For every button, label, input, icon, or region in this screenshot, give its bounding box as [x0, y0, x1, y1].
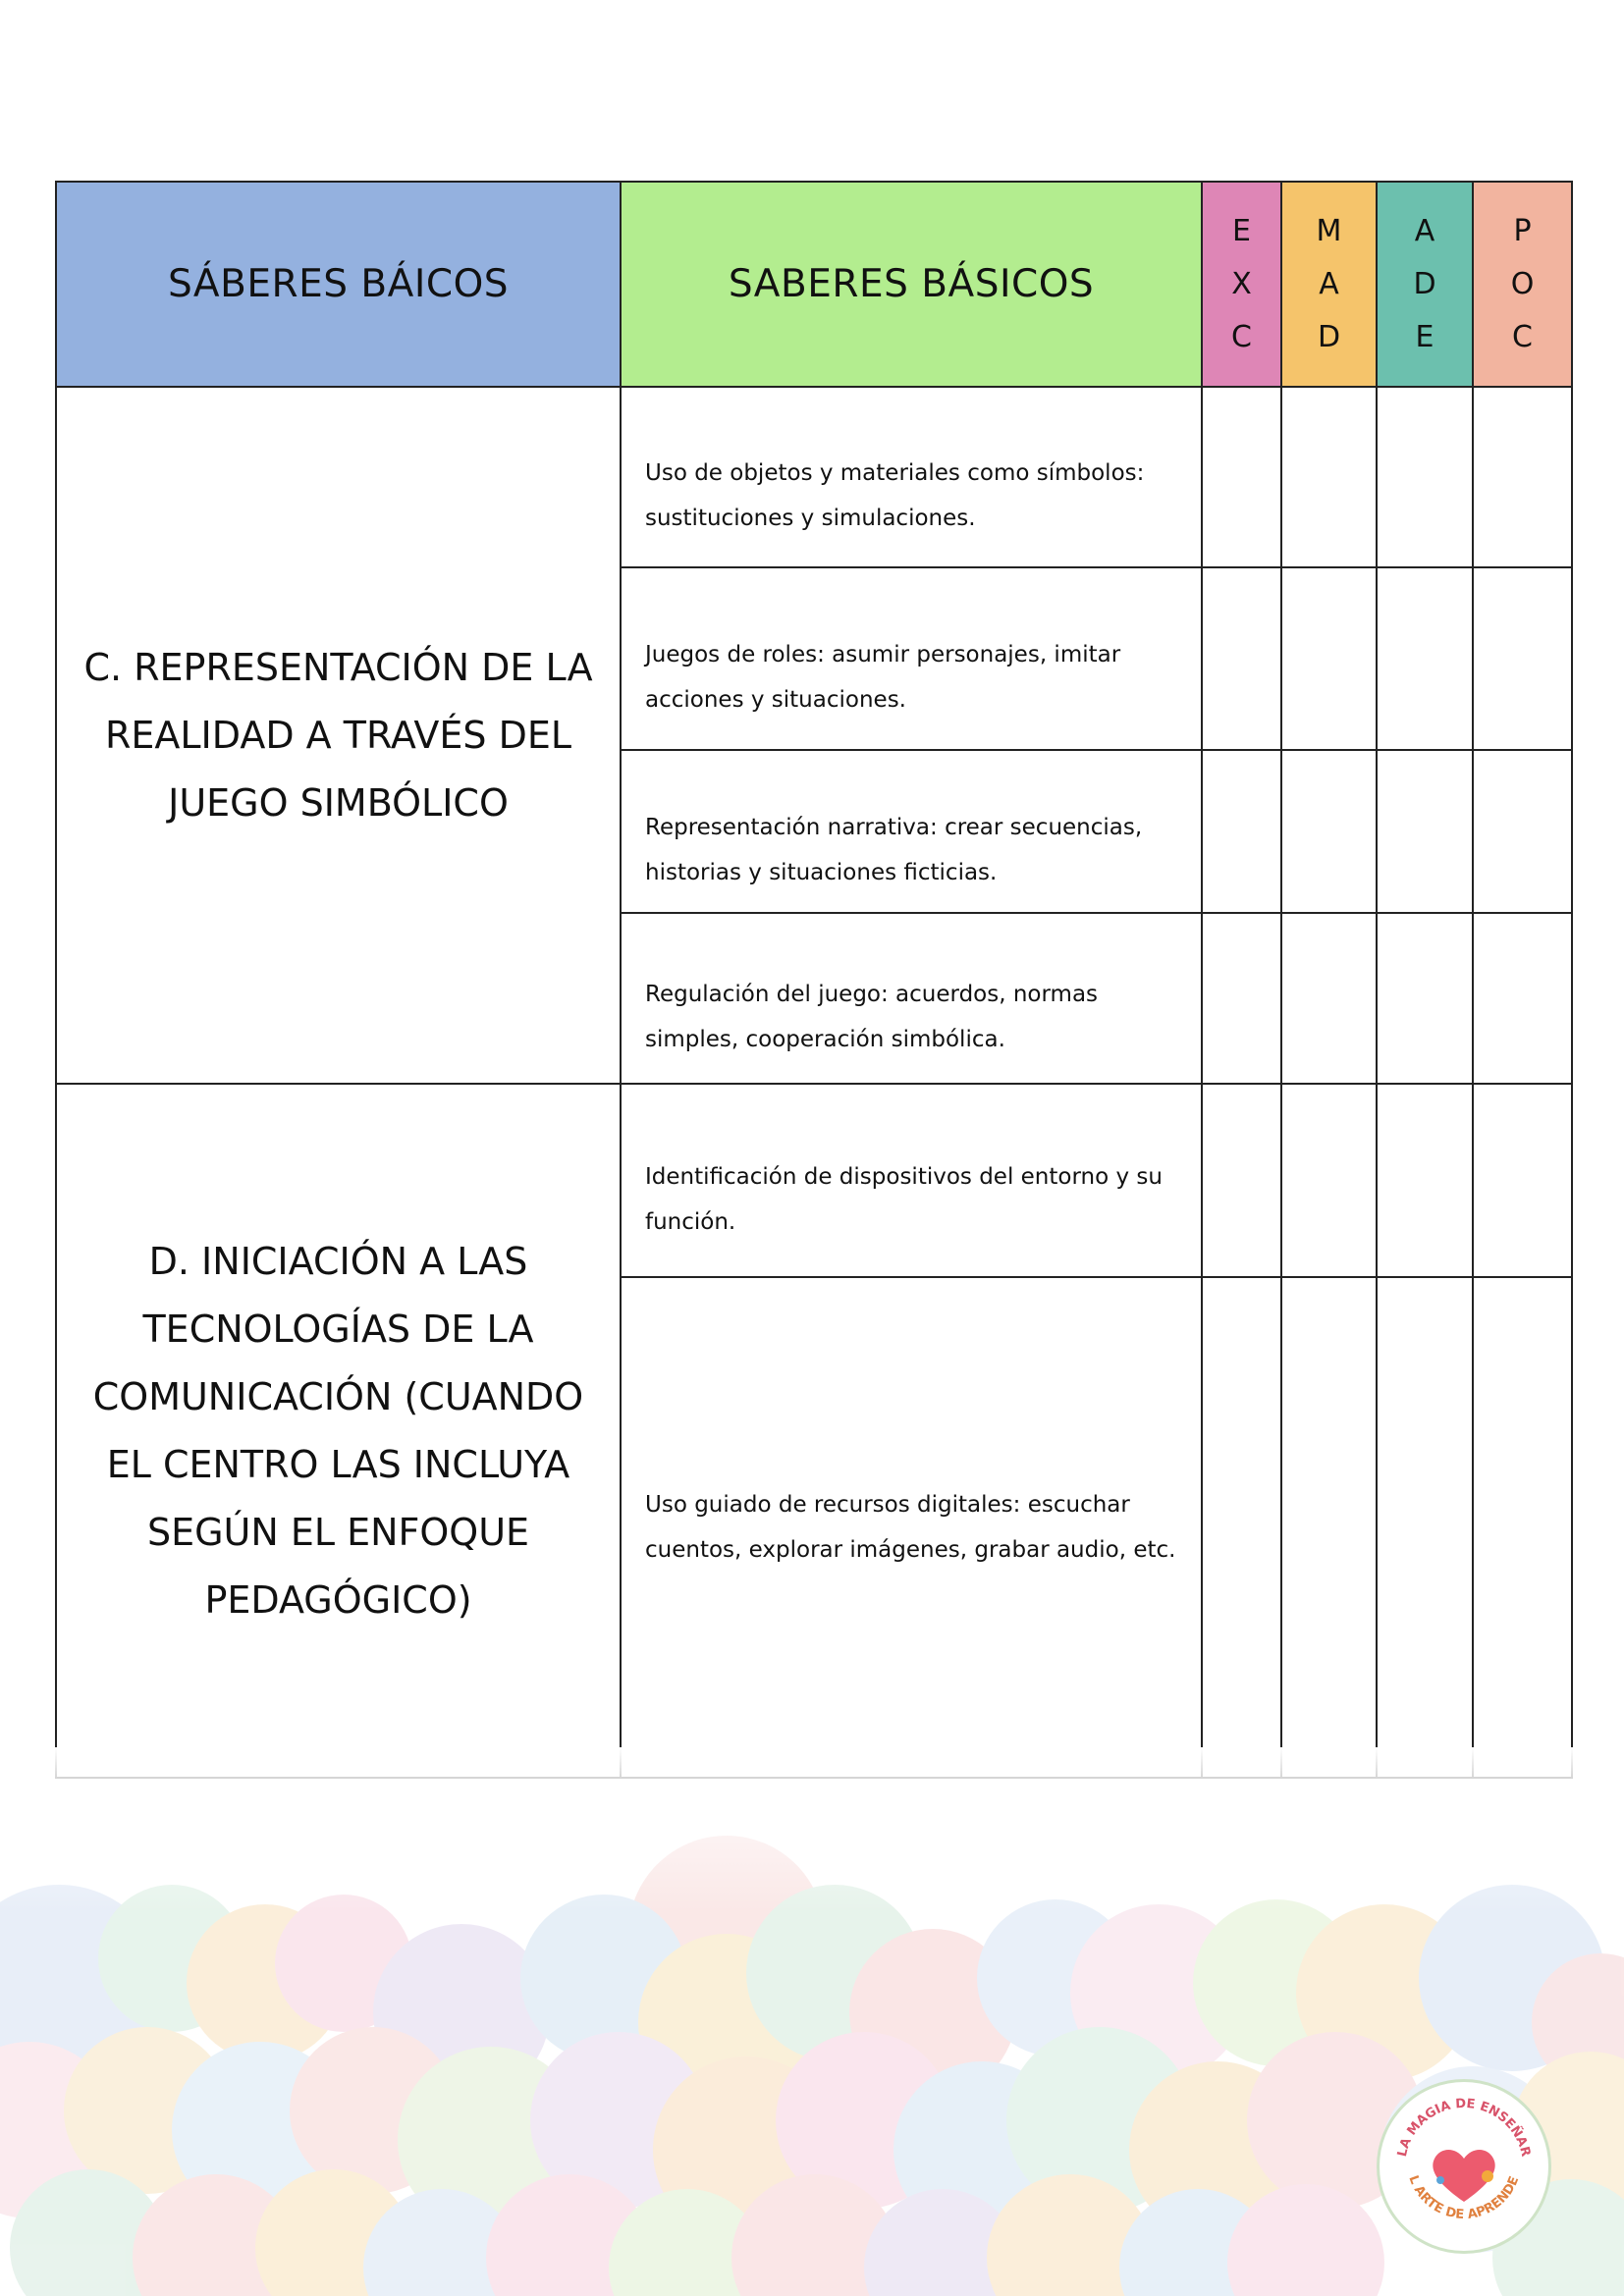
- item-text: Regulación del juego: acuerdos, normas simples, cooperación simbólica.: [645, 982, 1099, 1052]
- rating-cell-ade[interactable]: [1377, 750, 1473, 913]
- header-area: [56, 182, 621, 387]
- header-ade-letter: E: [1415, 319, 1435, 354]
- rating-cell-mad[interactable]: [1281, 913, 1377, 1084]
- section-d-title-cell: [56, 1084, 621, 1778]
- rating-cell-mad[interactable]: [1281, 567, 1377, 750]
- header-poc: [1473, 182, 1572, 387]
- logo-bottom-text: L ARTE DE APRENDE: [1405, 2173, 1523, 2223]
- svg-text:LA MAGIA DE ENSEÑAR: [1395, 2097, 1533, 2159]
- rating-cell-ade[interactable]: [1377, 1084, 1473, 1277]
- rating-cell-exc[interactable]: [1202, 387, 1281, 567]
- rating-cell-exc[interactable]: [1202, 1084, 1281, 1277]
- item-cell: [621, 750, 1202, 913]
- header-exc-letter: C: [1231, 319, 1252, 354]
- header-exc-letter: E: [1232, 213, 1251, 248]
- rating-cell-poc[interactable]: [1473, 750, 1572, 913]
- header-ade-letter: D: [1413, 266, 1436, 301]
- rating-cell-ade[interactable]: [1377, 1277, 1473, 1778]
- rating-cell-exc[interactable]: [1202, 1277, 1281, 1778]
- header-exc: [1202, 182, 1281, 387]
- logo-emblem: [1380, 2082, 1548, 2251]
- header-ade: [1377, 182, 1473, 387]
- logo-top-text: LA MAGIA DE ENSEÑAR: [1394, 2096, 1534, 2159]
- item-cell: [621, 1084, 1202, 1277]
- rating-cell-mad[interactable]: [1281, 1277, 1377, 1778]
- rating-cell-exc[interactable]: [1202, 913, 1281, 1084]
- rating-cell-poc[interactable]: [1473, 387, 1572, 567]
- rating-cell-mad[interactable]: [1281, 387, 1377, 567]
- item-text: Juegos de roles: asumir personajes, imitar acciones y situaciones.: [645, 642, 1121, 713]
- rating-cell-mad[interactable]: [1281, 750, 1377, 913]
- table-row: [56, 1084, 1572, 1277]
- item-text: Uso guiado de recursos digitales: escuchar cuentos, explorar imágenes, grabar audio, etc.: [645, 1492, 1176, 1563]
- rating-cell-exc[interactable]: [1202, 750, 1281, 913]
- item-text: Identificación de dispositivos del entorno y su función.: [645, 1163, 1163, 1235]
- item-text: Representación narrativa: crear secuencias, historias y situaciones ficticias.: [645, 815, 1143, 885]
- rating-cell-poc[interactable]: [1473, 913, 1572, 1084]
- header-ade-letter: A: [1414, 213, 1435, 248]
- table-row: [56, 387, 1572, 567]
- header-poc-letter: O: [1510, 266, 1535, 301]
- header-saberes-label: SABERES BÁSICOS: [728, 262, 1095, 306]
- item-cell: [621, 567, 1202, 750]
- item-cell: [621, 913, 1202, 1084]
- rating-cell-poc[interactable]: [1473, 1277, 1572, 1778]
- header-mad-letter: M: [1316, 213, 1342, 248]
- header-row: [56, 182, 1572, 387]
- section-c-title-cell: [56, 387, 621, 1084]
- header-saberes: [621, 182, 1202, 387]
- evaluation-table: [55, 181, 1573, 1779]
- rating-cell-ade[interactable]: [1377, 913, 1473, 1084]
- header-mad-letter: D: [1317, 319, 1341, 354]
- item-text: Uso de objetos y materiales como símbolos: sustituciones y simulaciones.: [645, 460, 1145, 531]
- section-title: C. REPRESENTACIÓN DE LA REALIDAD A TRAVÉS DEL JUEGO SIMBÓLICO: [83, 645, 593, 825]
- item-cell: [621, 387, 1202, 567]
- rating-cell-exc[interactable]: [1202, 567, 1281, 750]
- header-mad-letter: A: [1319, 266, 1339, 301]
- header-exc-letter: X: [1231, 266, 1252, 301]
- header-area-label: SÁBERES BÁICOS: [167, 262, 510, 306]
- logo: [1377, 2079, 1551, 2254]
- header-mad: [1281, 182, 1377, 387]
- rating-cell-ade[interactable]: [1377, 387, 1473, 567]
- item-cell: [621, 1277, 1202, 1778]
- rating-cell-mad[interactable]: [1281, 1084, 1377, 1277]
- rating-cell-poc[interactable]: [1473, 567, 1572, 750]
- header-poc-letter: P: [1513, 213, 1532, 248]
- rating-cell-ade[interactable]: [1377, 567, 1473, 750]
- section-title: D. INICIACIÓN A LAS TECNOLOGÍAS DE LA COMUNICACIÓN (CUANDO EL CENTRO LAS INCLUYA SEGÚN EL ENFOQUE PEDAGÓGICO): [92, 1239, 584, 1622]
- header-poc-letter: C: [1512, 319, 1533, 354]
- rating-cell-poc[interactable]: [1473, 1084, 1572, 1277]
